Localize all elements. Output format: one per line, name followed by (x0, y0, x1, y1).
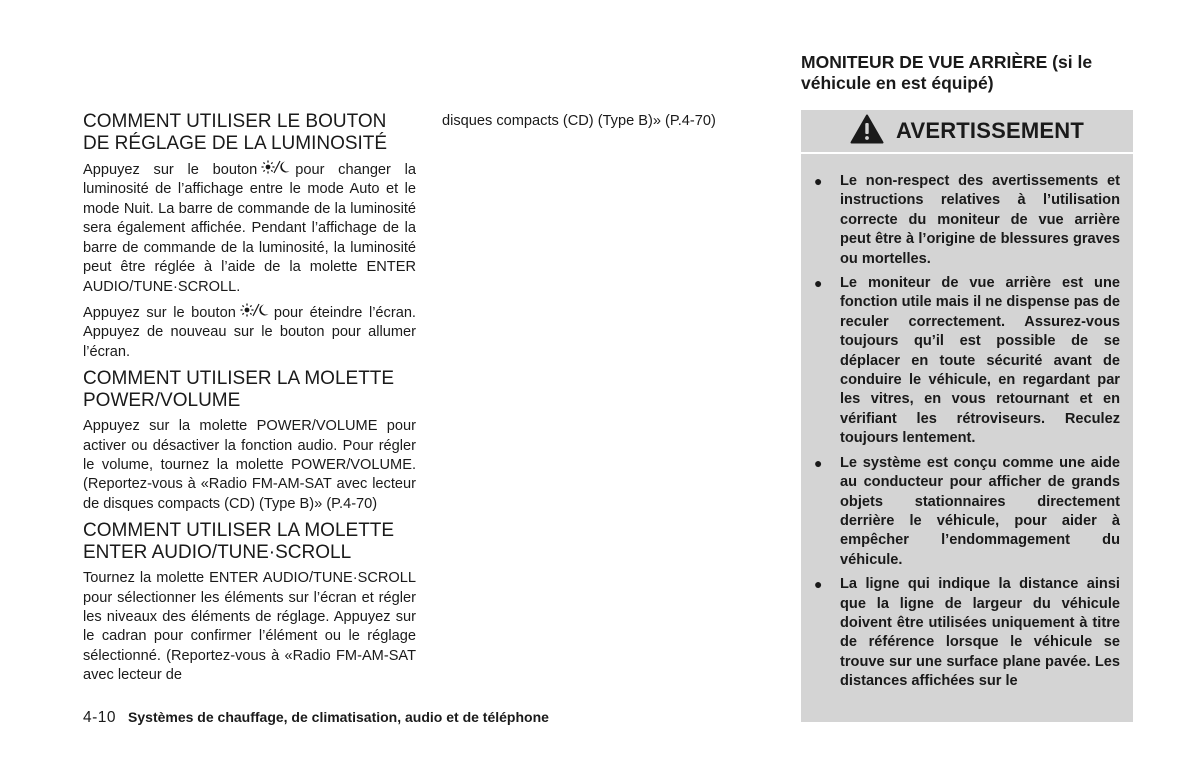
bullet-icon: ● (814, 454, 823, 471)
warning-list (801, 154, 1133, 692)
warning-item (814, 454, 1120, 570)
bullet-icon: ● (814, 576, 823, 593)
power-volume-heading: COMMENT UTILISER LA MOLETTE POWER/VOLUME (83, 368, 395, 412)
warning-item (814, 172, 1120, 269)
bullet-icon: ● (814, 275, 823, 292)
brightness-button-icon (261, 160, 291, 180)
power-volume-paragraph: Appuyez sur la molette POWER/VOLUME pour activer ou désactiver la fonction audio. Pour régler le volume, tournez la molette POWER/VOLUME. (Reportez-vous à «Radio FM-AM-SAT avec lecteur de disques compacts (CD) (Type B)» (P.4-70) (83, 418, 416, 512)
warning-text: Le non-respect des avertissements et instructions relatives à l’utilisation correcte du moniteur de vue arrière peut être à l’origine de blessures graves ou mortelles. (840, 173, 1120, 267)
bullet-icon: ● (814, 173, 823, 189)
right-column (801, 52, 1133, 722)
page-footer (83, 709, 549, 727)
page-number: 4-10 (83, 709, 117, 726)
warning-label: AVERTISSEMENT (896, 118, 1084, 143)
enter-scroll-paragraph: Tournez la molette ENTER AUDIO/TUNE·SCROLL pour sélectionner les éléments sur l’écran et régler les niveaux des éléments de réglage. Appuyez sur le cadran pour confirmer l’élément ou le réglage sélectionné. (Reportez-vous à «Radio FM-AM-SAT avec lecteur de (83, 570, 416, 684)
brightness-button-icon (240, 303, 270, 323)
warning-text: Le moniteur de vue arrière est une fonction utile mais il ne dispense pas de reculer correctement. Assurez-vous toujours qu’il est possible de se déplacer en toute sécurité avant de conduire le véhicule, en regardant par les vitres, en vous retournant et en vérifiant les rétroviseurs. Reculez toujours lentement. (840, 275, 1120, 447)
warning-item (814, 575, 1120, 691)
chapter-title: Systèmes de chauffage, de climatisation, audio et de téléphone (128, 709, 549, 725)
warning-triangle-icon (850, 114, 884, 149)
brightness-paragraph-1 (83, 160, 416, 297)
warning-text: La ligne qui indique la distance ainsi que la ligne de largeur du véhicule doivent être utilisées uniquement à titre de référence lorsque le véhicule se trouve sur une surface plane pavée. Les distances affichées sur le (840, 576, 1120, 690)
left-column (83, 111, 416, 692)
brightness-paragraph-2 (83, 303, 416, 362)
rear-view-monitor-heading: MONITEUR DE VUE ARRIÈRE (si le véhicule en est équipé) (801, 52, 1093, 93)
warning-header (801, 110, 1133, 154)
warning-text: Le système est conçu comme une aide au conducteur pour afficher de grands objets stationnaires directement derrière le véhicule, pour aider à empêcher l’endommagement du véhicule. (840, 454, 1120, 568)
brightness-text-b: pour changer la luminosité de l’affichage entre le mode Auto et le mode Nuit. La barre de commande de la luminosité sera également affichée. Pendant l’affichage de la barre de commande de la luminosité, la luminosité peut être réglée à l’aide de la molette ENTER AUDIO/TUNE·SCROLL. (83, 162, 416, 295)
screen-off-text-b: pour éteindre l’écran. Appuyez de nouveau sur le bouton pour allumer l’écran. (83, 304, 416, 360)
middle-column (442, 112, 762, 131)
warning-item (814, 274, 1120, 449)
screen-off-text-a: Appuyez sur le bouton (83, 304, 236, 321)
enter-scroll-heading: COMMENT UTILISER LA MOLETTE ENTER AUDIO/TUNE·SCROLL (83, 520, 395, 564)
warning-box (801, 110, 1133, 722)
continuation-text: disques compacts (CD) (Type B)» (P.4-70) (442, 113, 716, 129)
brightness-text-a: Appuyez sur le bouton (83, 162, 258, 179)
brightness-button-heading: COMMENT UTILISER LE BOUTON DE RÉGLAGE DE LA LUMINOSITÉ (83, 111, 388, 154)
